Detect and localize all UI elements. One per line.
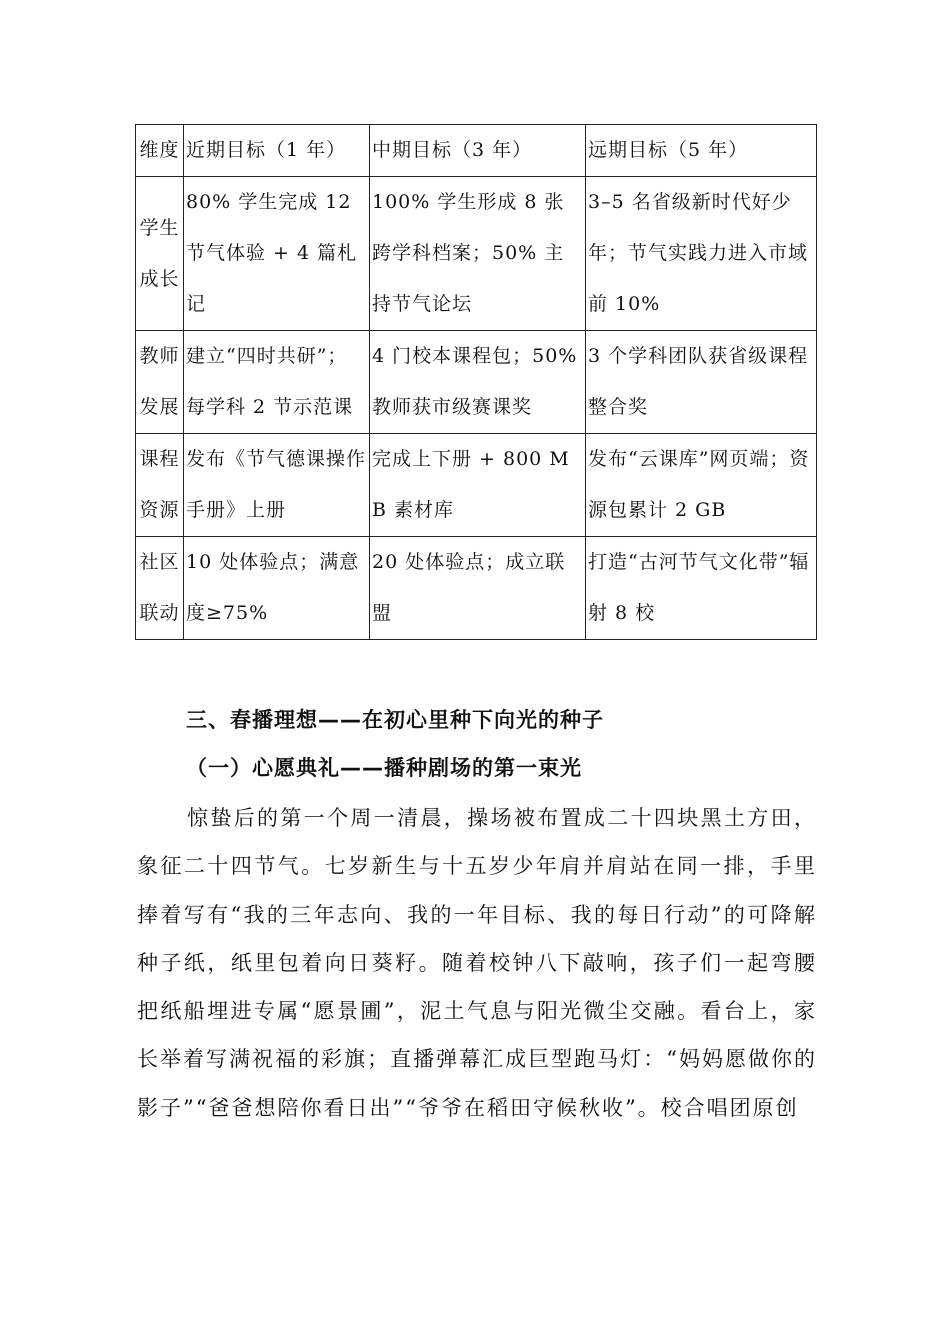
table-cell: 80% 学生完成 12 节气体验 + 4 篇札记: [184, 177, 370, 331]
table-row: [136, 177, 817, 331]
body-paragraph: 惊蛰后的第一个周一清晨，操场被布置成二十四块黑土方田，象征二十四节气。七岁新生与十五岁少年肩并肩站在同一排，手里捧着写有“我的三年志向、我的一年目标、我的每日行动”的可降解种子纸，纸里包着向日葵籽。随着校钟八下敲响，孩子们一起弯腰把纸船埋进专属“愿景圃”，泥土气息与阳光微尘交融。看台上，家长举着写满祝福的彩旗；直播弹幕汇成巨型跑马灯：“妈妈愿做你的影子”“爸爸想陪你看日出”“爷爷在稻田守候秋收”。校合唱团原创: [137, 806, 817, 1120]
table-cell: 10 处体验点；满意度≥75%: [184, 537, 370, 640]
subsection-heading: （一）心愿典礼——播种剧场的第一束光: [186, 756, 582, 780]
header-short-term: 近期目标（1 年）: [184, 125, 370, 177]
row-dimension: 教师发展: [136, 331, 184, 434]
table-cell: 4 门校本课程包；50% 教师获市级赛课奖: [370, 331, 586, 434]
table-row: [136, 434, 817, 537]
table-cell: 发布“云课库”网页端；资源包累计 2 GB: [586, 434, 817, 537]
table-cell: 3–5 名省级新时代好少年；节气实践力进入市域前 10%: [586, 177, 817, 331]
header-long-term: 远期目标（5 年）: [586, 125, 817, 177]
row-dimension: 社区联动: [136, 537, 184, 640]
row-dimension: 课程资源: [136, 434, 184, 537]
table-cell: 100% 学生形成 8 张跨学科档案；50% 主持节气论坛: [370, 177, 586, 331]
table-cell: 打造“古河节气文化带”辐射 8 校: [586, 537, 817, 640]
header-mid-term: 中期目标（3 年）: [370, 125, 586, 177]
table-row: [136, 331, 817, 434]
header-dimension: 维度: [136, 125, 184, 177]
goals-table: [135, 124, 817, 640]
table-cell: 完成上下册 + 800 MB 素材库: [370, 434, 586, 537]
table-cell: 发布《节气德课操作手册》上册: [184, 434, 370, 537]
section-heading: 三、春播理想——在初心里种下向光的种子: [186, 708, 604, 732]
table-row: [136, 537, 817, 640]
row-dimension: 学生成长: [136, 177, 184, 331]
table-header-row: [136, 125, 817, 177]
table-cell: 3 个学科团队获省级课程整合奖: [586, 331, 817, 434]
table-cell: 建立“四时共研”；每学科 2 节示范课: [184, 331, 370, 434]
table-cell: 20 处体验点；成立联盟: [370, 537, 586, 640]
